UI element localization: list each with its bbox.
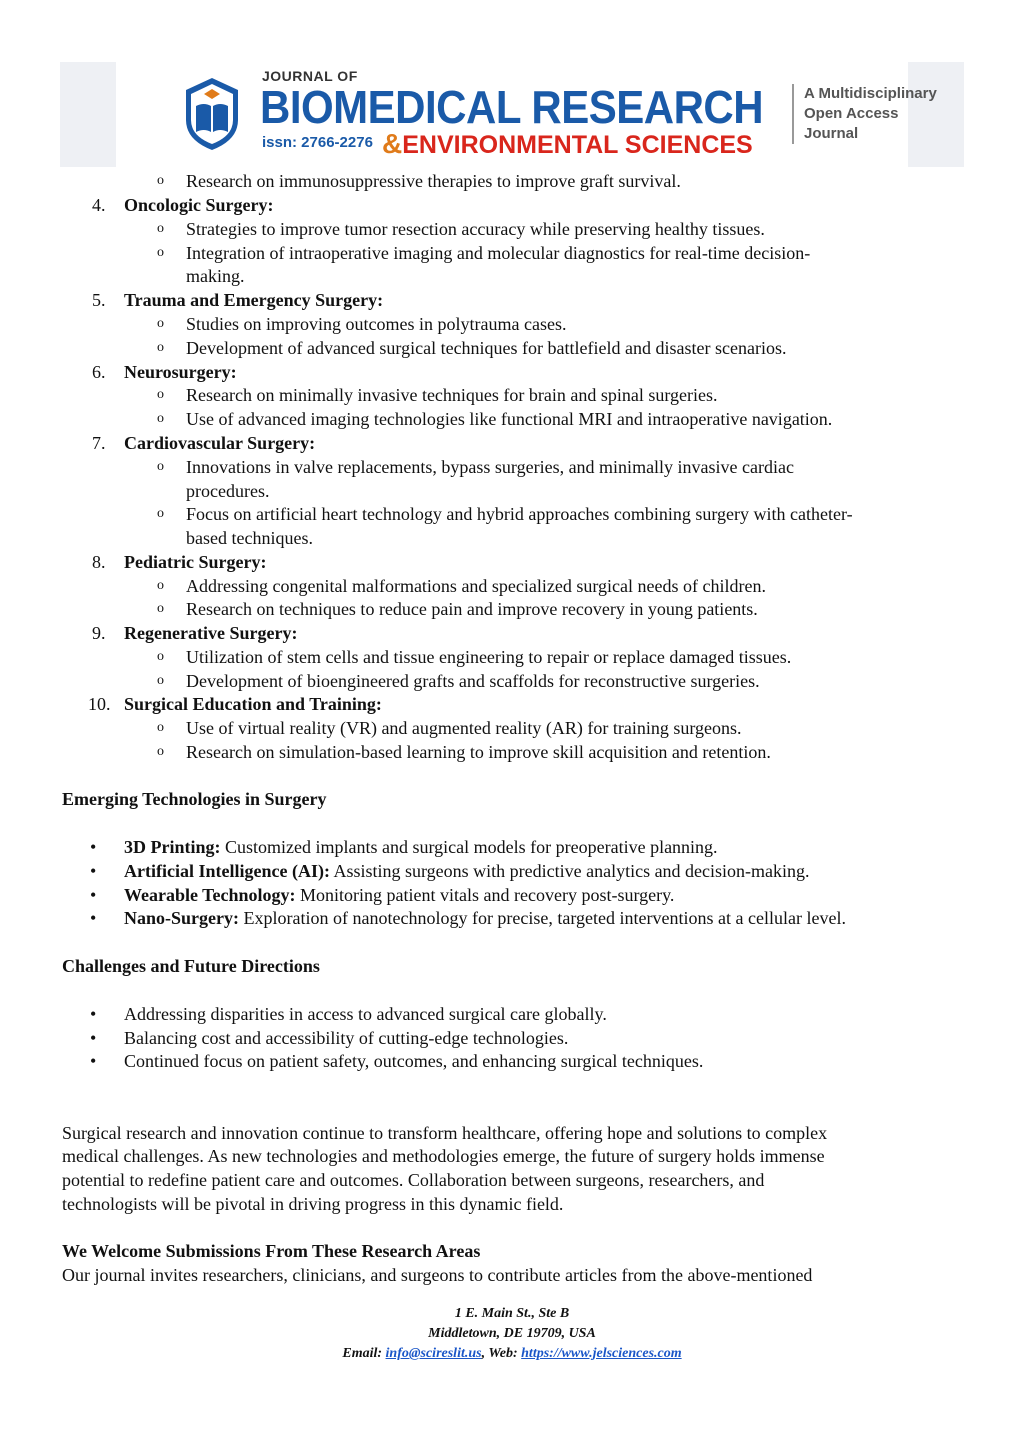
sub-item-text: Studies on improving outcomes in polytrauma cases.: [186, 314, 567, 334]
sub-bullet-icon: o: [157, 173, 164, 188]
list-item-title: Pediatric Surgery:: [124, 552, 267, 572]
submissions-text: Our journal invites researchers, clinicians, and surgeons to contribute articles from the above-mentioned: [62, 1265, 813, 1285]
list-item-title: Trauma and Emergency Surgery:: [124, 290, 384, 310]
bullet-item: [124, 884, 674, 906]
sub-bullet-icon: o: [157, 720, 164, 735]
sub-item-text: Research on simulation-based learning to improve skill acquisition and retention.: [186, 742, 771, 762]
bullet-icon: •: [90, 861, 97, 881]
list-number: 4.: [92, 195, 106, 215]
bullet-text: Exploration of nanotechnology for precise, targeted interventions at a cellular level.: [239, 908, 846, 928]
sub-item-text: Strategies to improve tumor resection accuracy while preserving healthy tissues.: [186, 219, 765, 239]
sub-item-text: Development of bioengineered grafts and scaffolds for reconstructive surgeries.: [186, 671, 760, 691]
bullet-icon: •: [90, 1051, 97, 1071]
paragraph-line: Surgical research and innovation continue to transform healthcare, offering hope and solutions to complex: [62, 1123, 828, 1143]
web-link[interactable]: https://www.jelsciences.com: [521, 1346, 682, 1361]
bullet-text: Continued focus on patient safety, outcomes, and enhancing surgical techniques.: [124, 1051, 704, 1071]
sub-item-text: Addressing congenital malformations and specialized surgical needs of children.: [186, 576, 766, 596]
paragraph-line: potential to redefine patient care and outcomes. Collaboration between surgeons, researchers, and: [62, 1170, 765, 1190]
bullet-label: 3D Printing:: [124, 837, 221, 857]
bullet-label: Wearable Technology:: [124, 885, 296, 905]
footer-contact: [0, 1344, 1024, 1364]
list-number: 6.: [92, 362, 106, 382]
journal-tagline: [804, 84, 974, 144]
sub-bullet-icon: o: [157, 459, 164, 474]
sub-bullet-icon: o: [157, 387, 164, 402]
bullet-text: Customized implants and surgical models for preoperative planning.: [220, 837, 718, 857]
sub-item-text-cont: based techniques.: [186, 528, 313, 548]
list-item-title: Neurosurgery:: [124, 362, 237, 382]
sub-item-text: Research on immunosuppressive therapies to improve graft survival.: [186, 171, 681, 191]
list-number: 10.: [88, 694, 111, 714]
sub-item-text: Utilization of stem cells and tissue engineering to repair or replace damaged tissues.: [186, 647, 792, 667]
journal-banner: [60, 62, 964, 167]
sub-item-text: Development of advanced surgical techniques for battlefield and disaster scenarios.: [186, 338, 787, 358]
sub-bullet-icon: o: [157, 411, 164, 426]
sub-bullet-icon: o: [157, 601, 164, 616]
sub-item-text: Research on minimally invasive techniques for brain and spinal surgeries.: [186, 385, 718, 405]
bullet-icon: •: [90, 1028, 97, 1048]
list-item-title: Regenerative Surgery:: [124, 623, 298, 643]
journal-title-sub: [382, 128, 753, 160]
tagline-line: Open Access: [804, 105, 899, 122]
bullet-text: Monitoring patient vitals and recovery post-surgery.: [295, 885, 675, 905]
bullet-label: Nano-Surgery:: [124, 908, 239, 928]
bullet-text: Assisting surgeons with predictive analytics and decision-making.: [329, 861, 810, 881]
bullet-item: [124, 836, 718, 858]
footer-address-1: 1 E. Main St., Ste B: [454, 1306, 570, 1321]
section-heading-challenges: Challenges and Future Directions: [62, 956, 320, 976]
list-item-title: Oncologic Surgery:: [124, 195, 274, 215]
journal-issn: issn: 2766-2276: [262, 134, 373, 151]
sub-item-text: Use of virtual reality (VR) and augmented reality (AR) for training surgeons.: [186, 718, 742, 738]
sub-item-text-cont: procedures.: [186, 481, 270, 501]
email-label: Email:: [342, 1346, 386, 1361]
list-number: 9.: [92, 623, 106, 643]
list-number: 7.: [92, 433, 106, 453]
bullet-icon: •: [90, 837, 97, 857]
sub-bullet-icon: o: [157, 340, 164, 355]
sub-item-text: Integration of intraoperative imaging and molecular diagnostics for real-time decision-: [186, 243, 811, 263]
bullet-label: Artificial Intelligence (AI):: [124, 861, 330, 881]
sub-bullet-icon: o: [157, 316, 164, 331]
bullet-item: [124, 907, 846, 929]
footer-address-2: Middletown, DE 19709, USA: [428, 1326, 596, 1341]
journal-of-label: JOURNAL OF: [262, 68, 358, 84]
paragraph-line: technologists will be pivotal in driving progress in this dynamic field.: [62, 1194, 564, 1214]
journal-title-main: BIOMEDICAL RESEARCH: [260, 81, 764, 133]
sub-item-text: Focus on artificial heart technology and hybrid approaches combining surgery with catheter-: [186, 504, 853, 524]
list-item-title: Cardiovascular Surgery:: [124, 433, 316, 453]
list-item-title: Surgical Education and Training:: [124, 694, 382, 714]
section-heading-submissions: We Welcome Submissions From These Research Areas: [62, 1241, 481, 1261]
bullet-icon: •: [90, 908, 97, 928]
sub-bullet-icon: o: [157, 221, 164, 236]
sub-item-text-cont: making.: [186, 266, 245, 286]
bullet-icon: •: [90, 1004, 97, 1024]
sub-item-text: Use of advanced imaging technologies like functional MRI and intraoperative navigation.: [186, 409, 833, 429]
page-footer: [0, 1304, 1024, 1364]
email-link[interactable]: info@scireslit.us: [385, 1346, 482, 1361]
ampersand: &: [382, 128, 403, 159]
banner-inner: [116, 62, 937, 167]
section-heading-emerging: Emerging Technologies in Surgery: [62, 789, 327, 809]
bullet-icon: •: [90, 885, 97, 905]
journal-title-sub-text: ENVIRONMENTAL SCIENCES: [402, 131, 753, 159]
tagline-line: Journal: [804, 125, 859, 142]
paragraph-line: medical challenges. As new technologies and methodologies emerge, the future of surgery holds immense: [62, 1146, 825, 1166]
sub-bullet-icon: o: [157, 506, 164, 521]
sub-item-text: Innovations in valve replacements, bypass surgeries, and minimally invasive cardiac: [186, 457, 794, 477]
bullet-text: Balancing cost and accessibility of cutting-edge technologies.: [124, 1028, 569, 1048]
sub-item-text: Research on techniques to reduce pain and improve recovery in young patients.: [186, 599, 758, 619]
list-number: 5.: [92, 290, 106, 310]
bullet-item: [124, 860, 810, 882]
sub-bullet-icon: o: [157, 578, 164, 593]
sub-bullet-icon: o: [157, 673, 164, 688]
sub-bullet-icon: o: [157, 744, 164, 759]
bullet-text: Addressing disparities in access to advanced surgical care globally.: [124, 1004, 607, 1024]
tagline-line: A Multidisciplinary: [804, 85, 937, 102]
list-number: 8.: [92, 552, 106, 572]
web-label: , Web:: [481, 1346, 522, 1361]
book-shield-icon: [182, 76, 242, 152]
banner-divider: [792, 84, 794, 144]
sub-bullet-icon: o: [157, 245, 164, 260]
sub-bullet-icon: o: [157, 649, 164, 664]
